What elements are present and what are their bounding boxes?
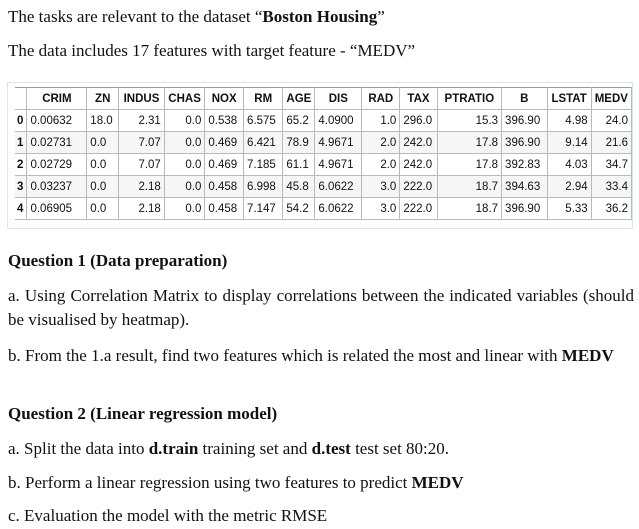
table-cell: 296.0 [400,110,437,132]
column-header-rm: RM [244,88,283,110]
question2-item-a [8,438,449,460]
question2-item-b-text: b. Perform a linear regression using two features to predict [8,473,412,492]
table-cell: 392.83 [502,154,547,176]
table-cell: 6.0622 [315,176,362,198]
table-cell: 3.0 [362,198,400,220]
column-header-rad: RAD [362,88,400,110]
column-header-age: AGE [283,88,315,110]
table-cell: 0.0 [87,154,119,176]
table-cell: 0.03237 [27,176,87,198]
data-preview-table [15,87,632,220]
table-cell: 0.0 [164,132,205,154]
column-header-dis: DIS [315,88,362,110]
table-cell: 4.98 [547,110,591,132]
table-cell: 2.31 [119,110,165,132]
table-cell: 36.2 [591,198,631,220]
table-cell: 6.421 [244,132,283,154]
table-cell: 2.0 [362,132,400,154]
question2-item-b [8,472,464,494]
table-cell: 33.4 [591,176,631,198]
table-row [15,132,632,154]
table-cell: 17.8 [437,154,501,176]
question2-item-a-prefix: a. Split the data into [8,439,149,458]
table-cell: 7.185 [244,154,283,176]
table-cell: 396.90 [502,198,547,220]
question1-item-b [8,344,634,368]
table-cell: 3.0 [362,176,400,198]
table-row [15,110,632,132]
table-cell: 4.03 [547,154,591,176]
table-cell: 0.458 [205,176,244,198]
question1-heading-text: Question 1 (Data preparation) [8,251,228,270]
row-index-cell: 4 [15,198,27,220]
intro-features-line: The data includes 17 features with target feature - “MEDV” [8,41,416,60]
data-preview-table-frame [7,82,633,229]
table-cell: 0.458 [205,198,244,220]
table-cell: 24.0 [591,110,631,132]
table-cell: 222.0 [400,176,437,198]
table-cell: 7.07 [119,132,165,154]
intro-dataset-prefix: The tasks are relevant to the dataset “ [8,7,263,26]
table-cell: 0.0 [164,176,205,198]
table-row [15,198,632,220]
intro-dataset-line [8,6,385,28]
row-index-cell: 3 [15,176,27,198]
column-header-index [15,88,27,110]
question2-heading-text: Question 2 (Linear regression model) [8,404,278,423]
table-cell: 0.538 [205,110,244,132]
table-cell: 0.469 [205,132,244,154]
intro-dataset-suffix: ” [377,7,385,26]
table-cell: 34.7 [591,154,631,176]
table-cell: 5.33 [547,198,591,220]
table-cell: 21.6 [591,132,631,154]
table-cell: 242.0 [400,132,437,154]
table-cell: 7.07 [119,154,165,176]
column-header-nox: NOX [205,88,244,110]
column-header-chas: CHAS [164,88,205,110]
test-set-name: d.test [311,439,351,458]
column-header-medv: MEDV [591,88,631,110]
question2-heading [8,403,277,425]
question1-heading [8,250,227,272]
dataset-name: Boston Housing [262,7,378,26]
table-cell: 396.90 [502,110,547,132]
table-cell: 0.0 [164,110,205,132]
table-cell: 18.0 [87,110,119,132]
row-index-cell: 1 [15,132,27,154]
question2-item-a-mid: training set and [198,439,312,458]
table-cell: 4.9671 [315,154,362,176]
question1-item-a: a. Using Correlation Matrix to display correlations between the indicated variables (should be visualised by heatmap). [8,286,634,329]
table-cell: 4.9671 [315,132,362,154]
train-set-name: d.train [148,439,199,458]
column-header-crim: CRIM [27,88,87,110]
table-cell: 394.63 [502,176,547,198]
table-cell: 0.02731 [27,132,87,154]
table-cell: 18.7 [437,198,501,220]
column-header-b: B [502,88,547,110]
table-cell: 6.998 [244,176,283,198]
table-cell: 6.0622 [315,198,362,220]
table-cell: 65.2 [283,110,315,132]
table-cell: 6.575 [244,110,283,132]
table-row [15,176,632,198]
column-header-ptratio: PTRATIO [437,88,501,110]
table-cell: 7.147 [244,198,283,220]
table-cell: 0.02729 [27,154,87,176]
table-cell: 0.06905 [27,198,87,220]
table-cell: 1.0 [362,110,400,132]
table-cell: 78.9 [283,132,315,154]
question2-item-a-suffix: test set 80:20. [350,439,450,458]
table-cell: 0.0 [87,198,119,220]
table-cell: 0.0 [87,176,119,198]
table-cell: 0.469 [205,154,244,176]
column-header-tax: TAX [400,88,437,110]
table-cell: 242.0 [400,154,437,176]
table-cell: 15.3 [437,110,501,132]
table-cell: 222.0 [400,198,437,220]
table-cell: 2.94 [547,176,591,198]
column-header-indus: INDUS [119,88,165,110]
table-header-row [15,88,632,110]
table-cell: 0.0 [164,198,205,220]
question2-item-c: c. Evaluation the model with the metric RMSE [8,506,328,525]
table-cell: 4.0900 [315,110,362,132]
table-cell: 0.0 [164,154,205,176]
table-cell: 0.00632 [27,110,87,132]
row-index-cell: 2 [15,154,27,176]
table-cell: 45.8 [283,176,315,198]
question1-item-b-text: b. From the 1.a result, find two features which is related the most and linear with [8,346,562,365]
table-cell: 2.0 [362,154,400,176]
column-header-zn: ZN [87,88,119,110]
row-index-cell: 0 [15,110,27,132]
table-cell: 0.0 [87,132,119,154]
table-cell: 18.7 [437,176,501,198]
table-row [15,154,632,176]
table-cell: 61.1 [283,154,315,176]
target-feature-name: MEDV [411,473,464,492]
table-cell: 17.8 [437,132,501,154]
table-cell: 2.18 [119,198,165,220]
table-cell: 54.2 [283,198,315,220]
column-header-lstat: LSTAT [547,88,591,110]
table-cell: 396.90 [502,132,547,154]
table-cell: 2.18 [119,176,165,198]
target-feature-name: MEDV [561,346,614,365]
table-cell: 9.14 [547,132,591,154]
